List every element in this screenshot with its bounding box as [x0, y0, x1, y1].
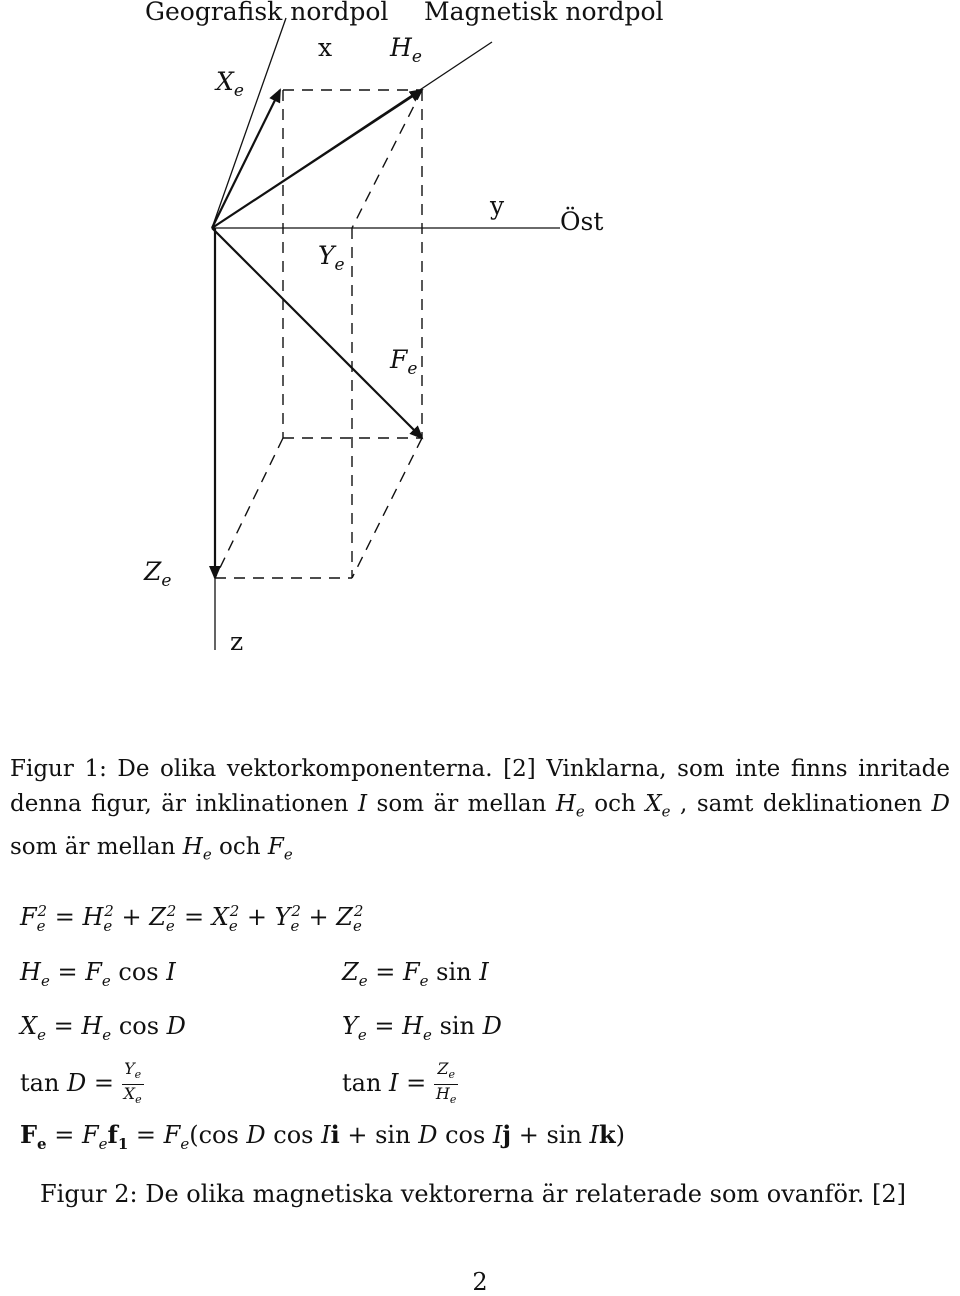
- equation-tan-i: tan I = $\frac{Z_e}{H_e}$: [342, 1059, 457, 1107]
- ye-label: Ye: [318, 241, 345, 275]
- z-axis-label: z: [230, 627, 244, 656]
- mag-north-label: Magnetisk nordpol: [424, 0, 664, 26]
- page-number: 2: [472, 1268, 488, 1296]
- east-label: Öst: [560, 207, 604, 236]
- xe-label: Xe: [216, 67, 244, 101]
- equation-xe: $X_e = H_e$ cos D: [20, 1012, 186, 1044]
- x-axis-label: x: [318, 33, 333, 62]
- geo-north-label: Geografisk nordpol: [145, 0, 389, 26]
- fe-label: Fe: [390, 345, 418, 379]
- equation-ye: $Y_e = H_e$ sin D: [342, 1012, 502, 1044]
- equation-tan-d: tan D = $\frac{Y_e}{X_e}$: [20, 1059, 142, 1107]
- fe-vector: [212, 228, 422, 438]
- he-vector: [212, 90, 422, 228]
- xe-vector: [212, 90, 280, 228]
- figure1-caption: Figur 1: De olika vektorkomponenterna. [2] Vinklarna, som inte finns inritade denna figur, är inklinationen I som är mellan $H_e$ och $X_e$ , samt deklinationen D som är mellan $H_e$ och $F_e$: [10, 756, 950, 864]
- equation-vector-fe: $F_e = F_ef_1 = F_e(\cos$ D cos Ii + sin D cos Ij + sin Ik): [20, 1120, 626, 1153]
- he-label: He: [390, 33, 422, 67]
- equation-magnitude: $F_e^2 = H_e^2 + Z_e^2 = X_e^2 + Y_e^2 + Z_e^2$: [20, 902, 364, 935]
- figure2-caption: Figur 2: De olika magnetiska vektorerna är relaterade som ovanför. [2]: [40, 1180, 906, 1208]
- ze-label: Ze: [144, 557, 172, 591]
- geo-north-axis: [212, 18, 286, 228]
- y-axis-label: y: [490, 191, 505, 220]
- equation-ze: $Z_e = F_e$ sin I: [342, 958, 489, 990]
- equation-he: $H_e = F_e$ cos I: [20, 958, 176, 990]
